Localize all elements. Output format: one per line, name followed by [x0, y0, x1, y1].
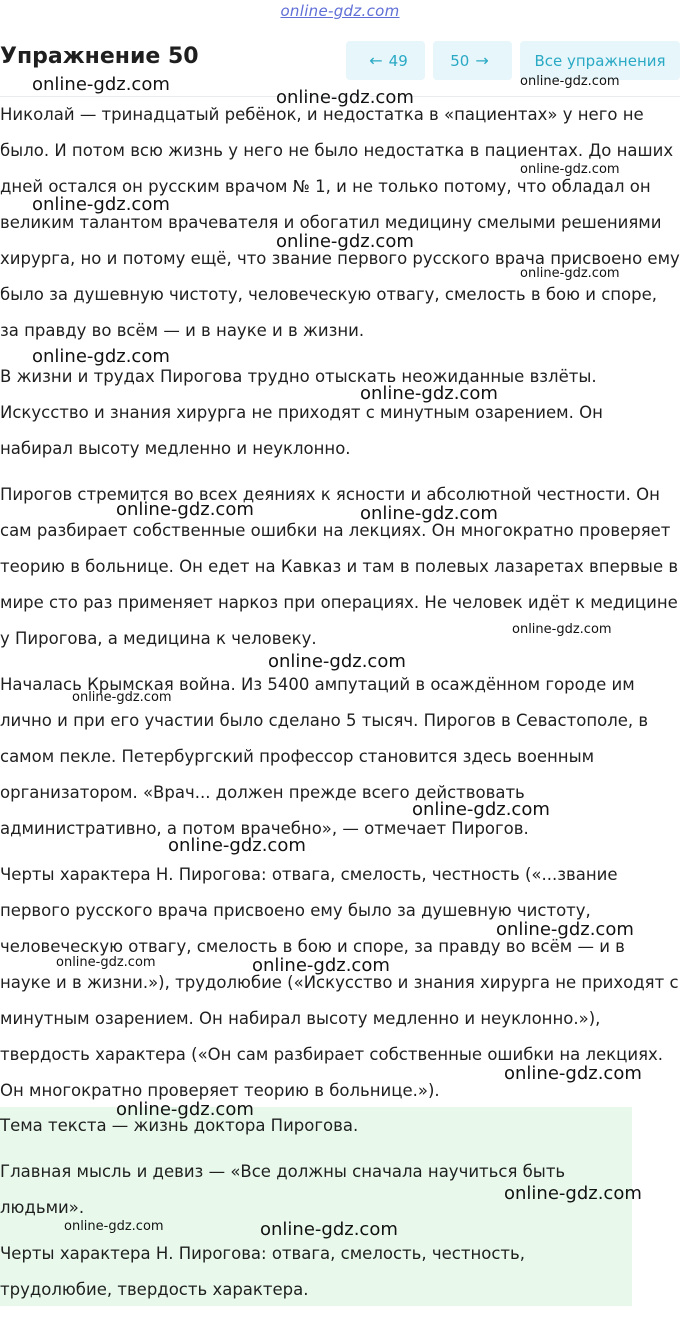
prev-exercise-label: 49 [388, 51, 408, 70]
paragraph: Николай — тринадцатый ребёнок, и недостатка в «пациентах» у него не было. И потом всю жизнь у него не было недостатка в пациентах. До наших дней остался он русским врачом № 1, и не только потому, что обладал он великим талантом врачевателя и обогатил медицину смелыми решениями хирурга, но и потому ещё, что звание первого русского врача присвоено ему было за душевную чистоту, человеческую отвагу, смелость в бою и споре, за правду во всём — и в науке и в жизни. [0, 105, 680, 340]
watermark: online-gdz.com [56, 955, 156, 970]
watermark: online-gdz.com [72, 690, 172, 705]
watermark: online-gdz.com [276, 231, 414, 252]
all-exercises-label: Все упражнения [534, 51, 666, 70]
paragraph: Пирогов стремится во всех деяниях к ясности и абсолютной честности. Он сам разбирает собственные ошибки на лекциях. Он многократно проверяет теорию в больнице. Он едет на Кавказ и там в полевых лазаретах впервые в мире сто раз применяет наркоз при операциях. Не человек идёт к медицине у Пирогова, а медицина к человеку. [0, 485, 679, 648]
next-exercise-label: 50 [450, 51, 470, 70]
watermark: online-gdz.com [260, 1219, 398, 1240]
watermark: online-gdz.com [520, 162, 620, 177]
watermark: online-gdz.com [360, 503, 498, 524]
watermark: online-gdz.com [168, 835, 306, 856]
answer-text [0, 1108, 632, 1318]
arrow-right-icon: → [475, 51, 489, 70]
watermark: online-gdz.com [504, 1183, 642, 1204]
watermark: online-gdz.com [116, 1099, 254, 1120]
answer-main-idea: Главная мысль и девиз — «Все должны сначала научиться быть людьми». [0, 1162, 566, 1217]
watermark: online-gdz.com [32, 194, 170, 215]
watermark: online-gdz.com [360, 383, 498, 404]
prev-exercise-button[interactable] [346, 41, 425, 80]
paragraph: Началась Крымская война. Из 5400 ампутаций в осаждённом городе им лично и при его участии было сделано 5 тысяч. Пирогов в Севастополе, в самом пекле. Петербургский профессор становится здесь военным организатором. «Врач... должен прежде всего действовать административно, а потом врачебно», — отмечает Пирогов. [0, 675, 649, 838]
next-exercise-button[interactable] [433, 41, 512, 80]
watermark: online-gdz.com [276, 87, 414, 108]
watermark: online-gdz.com [32, 346, 170, 367]
arrow-left-icon: ← [369, 51, 383, 70]
paragraph: В жизни и трудах Пирогова трудно отыскать неожиданные взлёты. Искусство и знания хирурга не приходят с минутным озарением. Он набирал высоту медленно и неуклонно. [0, 367, 603, 458]
watermark: online-gdz.com [268, 651, 406, 672]
page-title: Упражнение 50 [0, 44, 199, 69]
watermark: online-gdz.com [520, 74, 620, 89]
paragraph: Черты характера Н. Пирогова: отвага, смелость, честность («...звание первого русского врача присвоено ему было за душевную чистоту, человеческую отвагу, смелость в бою и споре, за правду во всём — и в науке и в жизни.»), трудолюбие («Искусство и знания хирурга не приходят с минутным озарением. Он набирал высоту медленно и неуклонно.»), твердость характера («Он сам разбирает собственные ошибки на лекциях. Он многократно проверяет теорию в больнице.»). [0, 865, 679, 1100]
watermark: online-gdz.com [512, 622, 612, 637]
watermark: online-gdz.com [412, 799, 550, 820]
watermark: online-gdz.com [64, 1219, 164, 1234]
answer-character-traits: Черты характера Н. Пирогова: отвага, смелость, честность, трудолюбие, твердость характера. [0, 1244, 525, 1299]
watermark: online-gdz.com [496, 919, 634, 940]
watermark: online-gdz.com [504, 1063, 642, 1084]
watermark: online-gdz.com [116, 499, 254, 520]
watermark: online-gdz.com [520, 266, 620, 281]
watermark: online-gdz.com [32, 74, 170, 95]
watermark: online-gdz.com [252, 955, 390, 976]
site-logo[interactable]: online-gdz.com [280, 2, 400, 20]
answer-topic: Тема текста — жизнь доктора Пирогова. [0, 1116, 359, 1135]
